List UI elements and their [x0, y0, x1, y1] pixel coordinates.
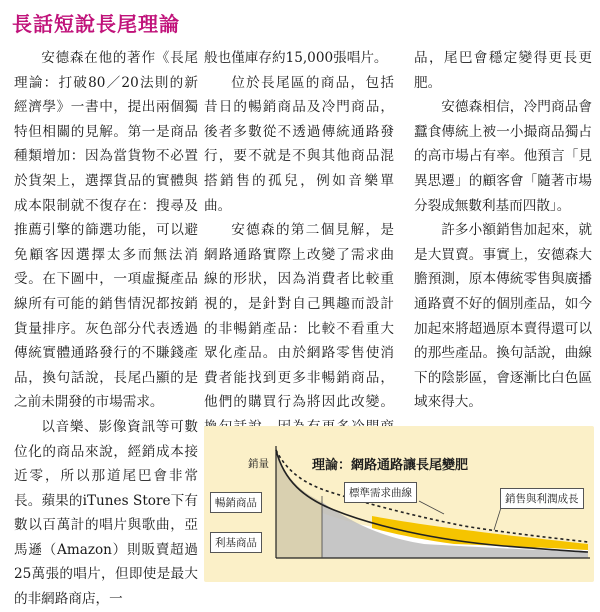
- paragraph: 品，尾巴會穩定變得更長更肥。: [414, 50, 592, 91]
- y-axis-label: 銷量: [248, 458, 269, 470]
- hits-label: 暢銷商品: [210, 492, 262, 513]
- standard-curve-label: 標準需求曲線: [344, 482, 417, 503]
- paragraph: 以音樂、影像資訊等可數位化的商品來說，經銷成本接近零，所以那道尾巴會非常長。蘋果的iTunes Store下有數以百萬計的唱片與歌曲，亞馬遜（Amazon）則販賣超過25萬張的唱片，但即使是最大的非網路商店，一: [14, 418, 198, 608]
- paragraph: 許多小額銷售加起來，就是大買賣。事實上，安德森大膽預測，原本傳統零售與廣播通路賣不好的個別產品，如今加起來將超過原本賣得還可以的那些產品。換句話說，曲線下的陰影區，會逐漸比白色區域來得大。: [414, 222, 592, 411]
- diagram-title: 理論：網路通路讓長尾變肥: [312, 458, 469, 473]
- article-title: 長話短說長尾理論: [12, 12, 180, 36]
- paragraph: 安德森在他的著作《長尾理論：打破80／20法則的新經濟學》一書中，提出兩個獨特但相關的見解。第一是商品種類增加：因為當貨物不必置於貨架上，選擇貨品的實體與成本限制就不復存在：搜尋及推薦引擎的篩選功能，可以避免顧客因選擇太多而無法消受。在下圖中，一項虛擬產品線所有可能的銷售情況都按銷貨量排序。灰色部分代表透過傳統實體通路發行的不賺錢產品，換句話說，長尾凸顯的是之前未開發的市場需求。: [14, 50, 198, 411]
- paragraph: 安德森的第二個見解，是網路通路實際上改變了需求曲線的形狀，因為消費者比較重視的，是針對自己興趣而設計的非暢銷產品：比較不看重大眾化產品。由於網路零售使消費者能找到更多非暢銷商品，他們的購買行為將因此改變。: [204, 222, 394, 411]
- sales-profit-growth-label: 銷售與利潤成長: [500, 488, 584, 509]
- column-3: [414, 46, 592, 415]
- long-tail-diagram: [204, 426, 594, 582]
- paragraph: 安德森相信，冷門商品會蠶食傳統上被一小撮商品獨占的高市場占有率。他預言「見異思遷」的顧客會「隨著市場分裂成無數利基而四散」。: [414, 99, 592, 214]
- paragraph: 位於長尾區的商品，包括昔日的暢銷商品及冷門商品，後者多數從不透過傳統通路發行，要不就是不與其他商品混搭銷售的孤兒，例如音樂單曲。: [204, 74, 394, 214]
- paragraph: 般也僅庫存約15,000張唱片。: [204, 50, 388, 66]
- niche-label: 利基商品: [210, 532, 262, 553]
- column-1: [14, 46, 198, 612]
- column-2: [204, 46, 394, 489]
